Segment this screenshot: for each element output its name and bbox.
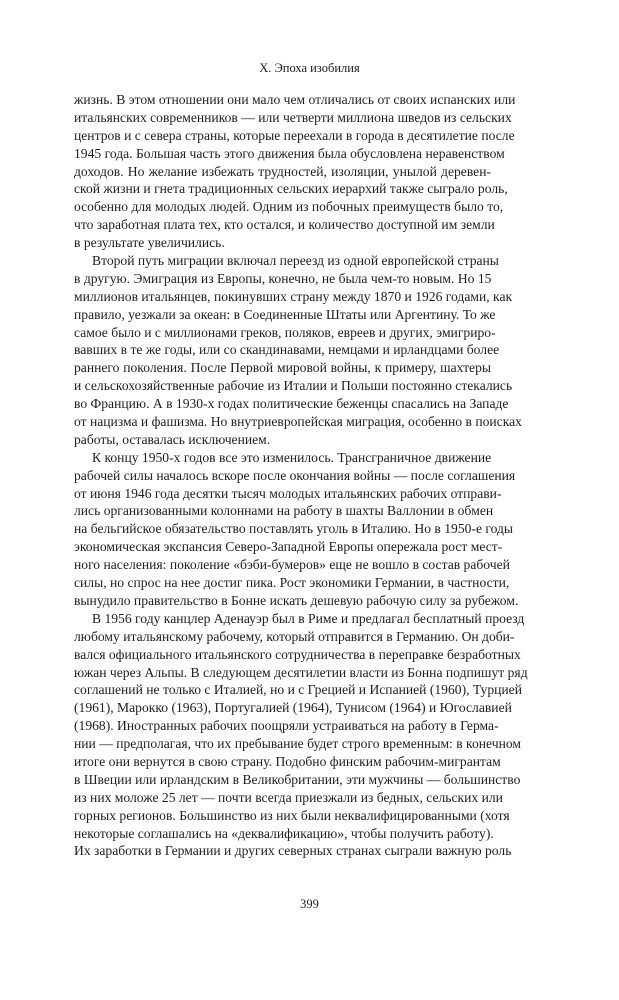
text-line: что заработная плата тех, кто остался, и количество доступной им земли <box>74 217 495 233</box>
paragraph <box>74 610 528 860</box>
paragraph <box>74 91 516 252</box>
text-line: рабочей силы началось вскоре после окончания войны — после соглашения <box>74 467 516 483</box>
text-line: самое было и с миллионами греков, поляков, евреев и других, эмигриро- <box>74 324 496 340</box>
text-line: итальянских современников — или четверти миллиона шведов из сельских <box>74 109 512 125</box>
text-line: лись организованными колоннами на работу в шахты Валлонии в обмен <box>74 503 494 519</box>
text-line: центров и с севера страны, которые переехали в города в десятилетие после <box>74 127 515 143</box>
paragraph <box>74 252 522 449</box>
text-line: южан через Альпы. В следующем десятилетии власти из Бонна подпишут ряд <box>74 664 528 680</box>
text-line: ской жизни и гнета традиционных сельских иерархий также сыграло роль, <box>74 181 508 197</box>
text-line: любому итальянскому рабочему, который отправится в Германию. Он доби- <box>74 628 515 644</box>
text-line: В 1956 году канцлер Аденауэр был в Риме и предлагал бесплатный проезд <box>92 610 525 626</box>
running-header: X. Эпоха изобилия <box>259 61 360 75</box>
page-body <box>74 91 528 860</box>
text-line: вынудило правительство в Бонне искать дешевую рабочую силу за рубежом. <box>74 592 519 608</box>
text-line: Их заработки в Германии и других северных странах сыграли важную роль <box>74 843 512 859</box>
text-line: соглашений не только с Италией, но и с Грецией и Испанией (1960), Турцией <box>74 682 522 698</box>
text-line: итоге они вернутся в свою страну. Подобно финским рабочим-мигрантам <box>74 753 501 769</box>
text-line: К концу 1950-х годов все это изменилось. Трансграничное движение <box>92 449 492 465</box>
text-line: вался официального итальянского сотрудничества в переправке безработных <box>74 646 521 662</box>
text-line: (1968). Иностранных рабочих поощряли устраиваться на работу в Герма- <box>74 718 499 734</box>
text-line: нии — предполагая, что их пребывание будет строго временным: в конечном <box>74 736 521 752</box>
text-line: и сельскохозяйственные рабочие из Италии и Польши постоянно стекались <box>74 378 513 394</box>
text-line: в результате увеличились. <box>74 235 225 251</box>
text-line: жизнь. В этом отношении они мало чем отличались от своих испанских или <box>74 92 516 107</box>
text-line: в Швеции или ирландским в Великобритании, эти мужчины — большинство <box>74 771 521 787</box>
text-line: горных регионов. Большинство из них были неквалифицированными (хотя <box>74 807 510 823</box>
text-line: правило, уезжали за океан: в Соединенные Штаты или Аргентину. То же <box>74 306 496 322</box>
text-line: (1961), Марокко (1963), Португалией (1964), Тунисом (1964) и Югославией <box>74 700 512 716</box>
text-line: вавших в те же годы, или со скандинавами, немцами и ирландцами более <box>74 342 500 358</box>
text-line: работы, оставалась исключением. <box>74 431 271 447</box>
text-line: экономическая экспансия Северо-Западной Европы опережала рост мест- <box>74 539 503 555</box>
text-line: миллионов итальянцев, покинувших страну между 1870 и 1926 годами, как <box>74 288 513 304</box>
paragraph <box>74 449 519 610</box>
text-line: на бельгийское обязательство поставлять уголь в Италию. Но в 1950-е годы <box>74 521 514 537</box>
page-number: 399 <box>300 897 319 911</box>
text-line: особенно для молодых людей. Одним из побочных преимуществ было то, <box>74 199 504 215</box>
text-line: от июня 1946 года десятки тысяч молодых итальянских рабочих отправи- <box>74 485 502 501</box>
text-line: в другую. Эмиграция из Европы, конечно, не была чем-то новым. Но 15 <box>74 270 492 286</box>
text-line: Второй путь миграции включал переезд из одной европейской страны <box>92 253 499 269</box>
text-line: из них моложе 25 лет — почти всегда приезжали из бедных, сельских или <box>74 789 503 805</box>
text-line: раннего поколения. После Первой мировой войны, к примеру, шахтеры <box>74 360 491 376</box>
text-line: доходов. Но желание избежать трудностей, изоляции, унылой деревен- <box>74 163 491 179</box>
text-line: 1945 года. Большая часть этого движения была обусловлена неравенством <box>74 145 505 161</box>
text-line: некоторые соглашались на «деквалификацию», чтобы получить работу). <box>74 825 494 841</box>
text-line: от нацизма и фашизма. Но внутриевропейская миграция, особенно в поисках <box>74 414 522 430</box>
text-line: ного населения: поколение «бэби-бумеров» еще не вошло в состав рабочей <box>74 557 510 573</box>
text-line: во Францию. А в 1930-х годах политические беженцы спасались на Западе <box>74 396 509 412</box>
text-line: силы, но спрос на нее достиг пика. Рост экономики Германии, в частности, <box>74 575 510 591</box>
